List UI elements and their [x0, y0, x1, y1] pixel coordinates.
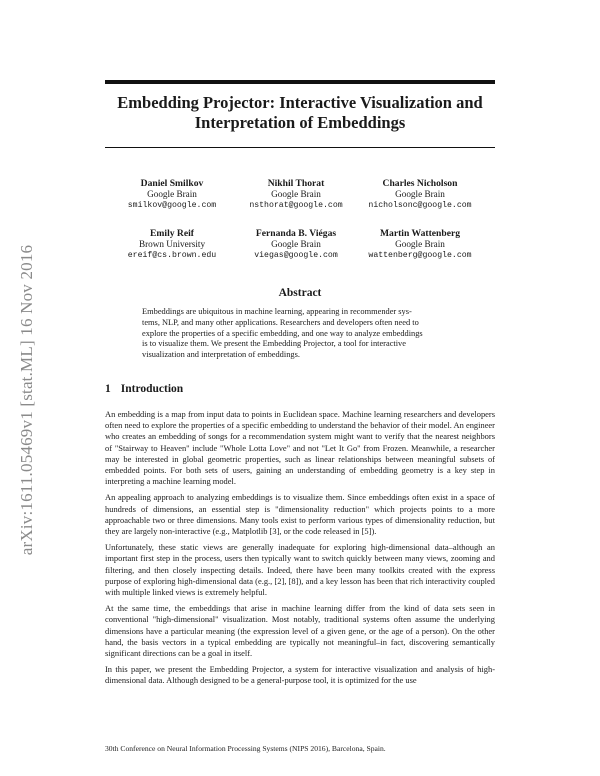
paper-title	[95, 93, 505, 133]
abstract-line: explore the properties of a specific embedding, and one way to analyze embeddings	[142, 328, 423, 338]
author-name: Martin Wattenberg	[379, 228, 461, 239]
section-title: Introduction	[120, 383, 184, 395]
author-block	[345, 178, 495, 211]
abstract-heading: Abstract	[278, 287, 322, 299]
author-email: nsthorat@google.com	[249, 201, 343, 210]
abstract-line: Embeddings are ubiquitous in machine learning, appearing in recommender sys-	[142, 307, 412, 316]
author-name: Charles Nicholson	[382, 178, 458, 189]
abstract-line: visualization and interpretation of embeddings.	[142, 350, 300, 360]
body-paragraph: An appealing approach to analyzing embeddings is to visualize them. Since embeddings often exist in a space of hundreds of dimensions, an essential step is "dimensionality reduction" which projects points to a more approachable two or three dimensions. Many tools exist to perform various types of dimensionality reduction, but they are largely non-interactive (e.g., Matplotlib [3], or the code released in [5]).	[105, 492, 495, 537]
section-number: 1	[105, 383, 111, 395]
body-paragraph: An embedding is a map from input data to points in Euclidean space. Machine learning researchers and developers often need to explore the properties of a specific embedding to understand the behavior of their model. An engineer who creates an embedding of songs for a recommendation system might want to verify that the nearest neighbors of "Stairway to Heaven" include "Whole Lotta Love" and not "Let It Go" from Frozen. Meanwhile, a researcher may be interested in global geometric properties, such as linear relationships between meaningful subsets of embedded points. For both sets of users, gaining an understanding of embedding geometry is a key step in interpreting a machine learning model.	[105, 409, 495, 487]
body-paragraph: In this paper, we present the Embedding Projector, a system for interactive visualization and analysis of high-dimensional data. Although designed to be a general-purpose tool, it is optimized for the use	[105, 664, 495, 686]
author-affiliation: Google Brain	[271, 239, 321, 249]
section-heading-introduction	[105, 383, 183, 395]
introduction-body	[105, 409, 495, 692]
author-email: ereif@cs.brown.edu	[127, 251, 217, 260]
author-email: nicholsonc@google.com	[368, 201, 472, 210]
author-affiliation: Brown University	[138, 239, 206, 249]
author-name: Emily Reif	[150, 228, 194, 239]
abstract-line: is to visualize them. We present the Embedding Projector, a tool for interactive	[142, 339, 406, 349]
author-affiliation: Google Brain	[395, 189, 445, 199]
author-affiliation: Google Brain	[147, 189, 197, 199]
title-line-1: Embedding Projector: Interactive Visualization and	[117, 93, 483, 112]
conference-footnote: 30th Conference on Neural Information Processing Systems (NIPS 2016), Barcelona, Spain.	[105, 744, 386, 753]
author-name: Daniel Smilkov	[140, 178, 204, 189]
body-paragraph: At the same time, the embeddings that arise in machine learning differ from the kind of data sets seen in conventional "high-dimensional" visualization. Most notably, traditional systems often assume the underlying dimensions have a particular meaning (the expression level of a given gene, or the age of a person). On the other hand, the basis vectors in a typical embedding are typically not meaningful–in fact, discovering semantically significant directions can be a goal in itself.	[105, 603, 495, 659]
author-name: Nikhil Thorat	[267, 178, 325, 189]
author-email: smilkov@google.com	[127, 201, 217, 210]
author-email: viegas@google.com	[254, 251, 338, 260]
author-affiliation: Google Brain	[271, 189, 321, 199]
title-bottom-rule	[105, 147, 495, 148]
title-top-rule	[105, 80, 495, 84]
author-name: Fernanda B. Viégas	[255, 228, 337, 239]
author-email: wattenberg@google.com	[368, 251, 472, 260]
arxiv-identifier: arXiv:1611.05469v1 [stat.ML] 16 Nov 2016	[17, 244, 36, 556]
abstract-text	[142, 307, 462, 361]
author-affiliation: Google Brain	[395, 239, 445, 249]
author-block	[345, 228, 495, 261]
title-line-2: Interpretation of Embeddings	[194, 113, 406, 132]
body-paragraph: Unfortunately, these static views are generally inadequate for exploring high-dimensional data–although an important first step in the process, users then typically want to switch quickly between many views, zooming and filtering, and then closely inspecting details. Indeed, there have been many toolkits created with the express purpose of exploring high-dimensional data (e.g., [2], [8]), and a key lesson has been that rich interactivity coupled with multiple linked views is extremely helpful.	[105, 542, 495, 598]
abstract-line: tems, NLP, and many other applications. Researchers and developers often need to	[142, 317, 419, 327]
